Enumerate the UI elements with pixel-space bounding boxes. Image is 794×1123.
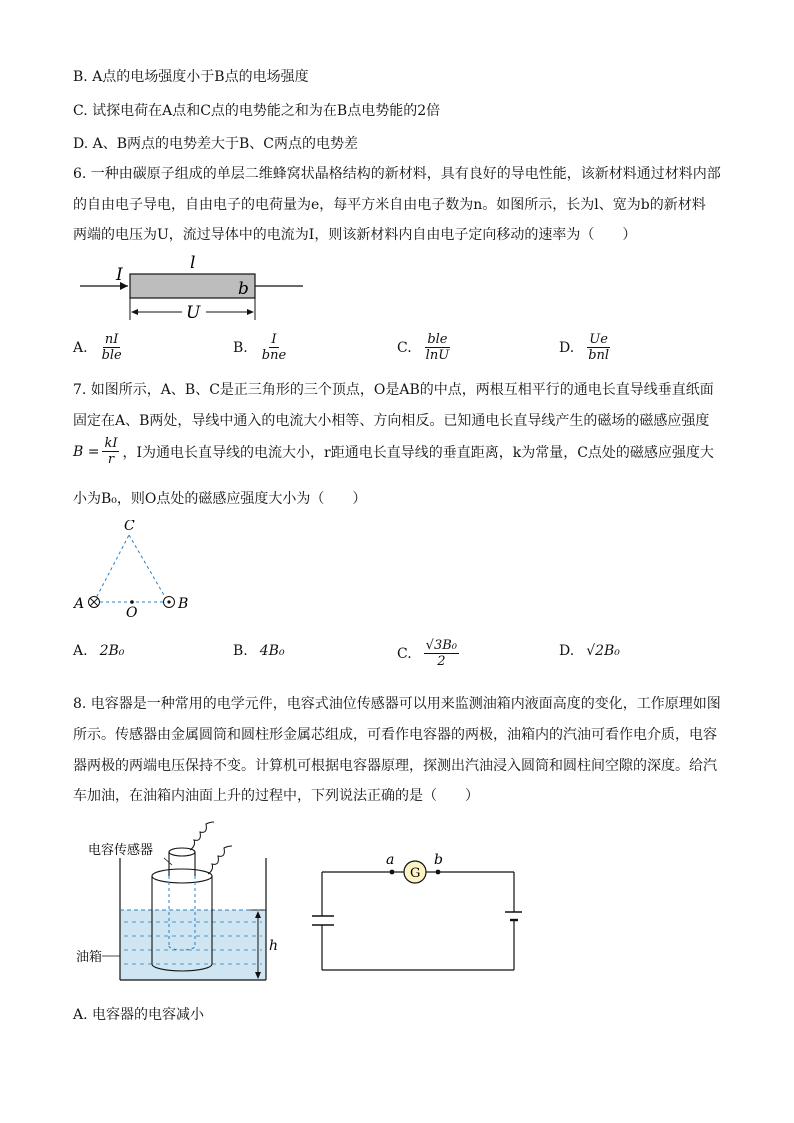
q6-label-width: b — [238, 279, 249, 299]
q8-label-h: h — [269, 938, 279, 954]
q8-stem-line1: 8. 电容器是一种常用的电学元件，电容式油位传感器可以用来监测油箱内液面高度的变化，工作原理如图 — [73, 696, 721, 712]
q5-option-b: B. A点的电场强度小于B点的电场强度 — [73, 69, 309, 85]
q7-label-c: C — [124, 520, 135, 534]
q5-option-d: D. A、B两点的电势差大于B、C两点的电势差 — [73, 136, 359, 152]
q6-stem-line3: 两端的电压为U，流过导体中的电流为I，则该新材料内自由电子定向移动的速率为（ ） — [73, 227, 637, 243]
q7-label-a: A — [74, 596, 85, 612]
q6-conductor-figure — [78, 250, 308, 325]
q8-stem-line3: 器两极的两端电压保持不变。计算机可根据电容器原理，探测出汽油浸入圆筒和圆柱间空隙的深度。给汽 — [73, 758, 717, 774]
q8-sensor-tank-figure — [72, 818, 282, 990]
q6-stem-line2: 的自由电子导电，自由电子的电荷量为e，每平方米自由电子数为n。如图所示，长为l、宽为b的新材料 — [73, 197, 706, 213]
q6-option-c: C. $\frac{\text{ble}}{\ln U}$ — [397, 332, 450, 363]
q7-stem-line3: B = $\frac{kI}{r}$ ，I为通电长直导线的电流大小，r距通电长直导线的垂直距离，k为常量，C点处的磁感应强度大 — [73, 436, 714, 467]
q6-option-a: A. $\frac{nI}{\text{ble}}$ — [73, 332, 122, 363]
q8-label-sensor: 电容传感器 — [88, 843, 154, 858]
q7-option-b: B. 4B₀ — [233, 643, 285, 659]
q6-label-current: I — [116, 265, 123, 285]
q8-option-a: A. 电容器的电容减小 — [73, 1007, 205, 1023]
q8-circuit-figure — [312, 850, 522, 976]
q8-label-b: b — [434, 852, 443, 868]
q7-stem-line2: 固定在A、B两处，导线中通入的电流大小相等、方向相反。已知通电长直导线产生的磁场的磁感应强度 — [73, 413, 710, 429]
q6-label-voltage: U — [186, 303, 201, 323]
q6-option-d: D. $\frac{Ue}{\text{bnl}}$ — [559, 332, 610, 363]
q7-triangle-figure — [70, 520, 200, 620]
q7-stem-line4: 小为B₀，则O点处的磁感应强度大小为（ ） — [73, 491, 367, 507]
q7-option-c: C. $\frac{\text{√3B₀}}{2}$ — [397, 638, 457, 669]
q8-label-galvanometer: G — [410, 866, 421, 881]
q8-label-a: a — [386, 852, 395, 868]
q7-option-a: A. 2B₀ — [73, 643, 125, 659]
q7-stem-line1: 7. 如图所示，A、B、C是正三角形的三个顶点，O是AB的中点，两根互相平行的通电长直导线垂直纸面 — [73, 382, 714, 398]
q5-option-c: C. 试探电荷在A点和C点的电势能之和为在B点电势能的2倍 — [73, 103, 441, 119]
q6-label-length: l — [190, 253, 196, 273]
q7-label-o: O — [126, 605, 138, 620]
q7-label-b: B — [178, 596, 189, 612]
q8-stem-line2: 所示。传感器由金属圆筒和圆柱形金属芯组成，可看作电容器的两极，油箱内的汽油可看作电介质，电容 — [73, 727, 717, 743]
q6-stem-line1: 6. 一种由碳原子组成的单层二维蜂窝状晶格结构的新材料，具有良好的导电性能，该新材料通过材料内部 — [73, 166, 721, 182]
q8-label-tank: 油箱 — [76, 950, 103, 965]
q6-option-b: B. $\frac{I}{\text{bne}}$ — [233, 332, 287, 363]
q7-option-d: D. √2B₀ — [559, 643, 620, 659]
q8-stem-line4: 车加油，在油箱内油面上升的过程中，下列说法正确的是（ ） — [73, 788, 479, 804]
